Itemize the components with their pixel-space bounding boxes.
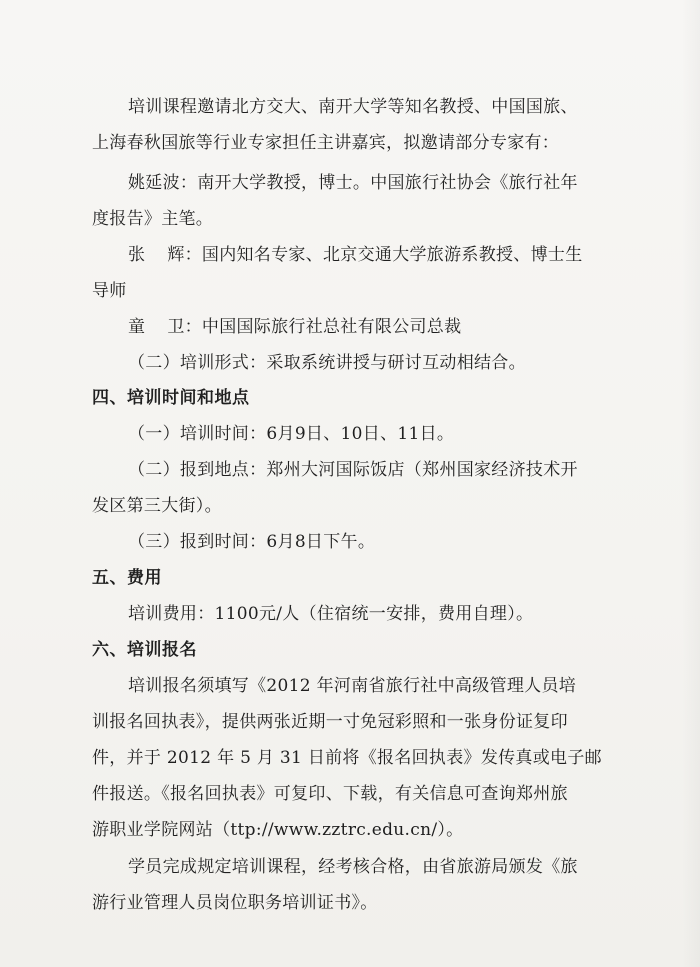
- expert-detail: 卫：中国国际旅行社总社有限公司总裁: [167, 317, 462, 337]
- section-heading: 五、费用: [92, 568, 162, 588]
- closing-line: 学员完成规定培训课程，经考核合格，由省旅游局颁发《旅: [128, 857, 578, 877]
- place-line: （二）报到地点：郑州大河国际饭店（郑州国家经济技术开: [128, 460, 578, 480]
- registration-line: 件，并于 2012 年 5 月 31 日前将《报名回执表》发传真或电子邮: [92, 748, 602, 768]
- section-heading: 四、培训时间和地点: [92, 388, 250, 408]
- expert-line: [128, 316, 461, 338]
- time-line: （一）培训时间：6月9日、10日、11日。: [128, 424, 455, 444]
- registration-line: 培训报名须填写《2012 年河南省旅行社中高级管理人员培: [128, 676, 577, 696]
- expert-line: 度报告》主笔。: [92, 209, 214, 229]
- expert-line: [128, 244, 583, 266]
- scan-edge: [682, 0, 700, 967]
- expert-name-char: 童: [128, 317, 146, 337]
- expert-line: 导师: [92, 281, 127, 301]
- paragraph-line: 培训课程邀请北方交大、南开大学等知名教授、中国国旅、: [128, 97, 578, 117]
- registration-line: 训报名回执表》，提供两张近期一寸免冠彩照和一张身份证复印: [92, 712, 568, 732]
- expert-detail: 辉：国内知名专家、北京交通大学旅游系教授、博士生: [167, 245, 583, 265]
- section-heading: 六、培训报名: [92, 640, 197, 660]
- format-line: （二）培训形式：采取系统讲授与研讨互动相结合。: [128, 353, 526, 373]
- closing-line: 游行业管理人员岗位职务培训证书》。: [92, 893, 378, 913]
- registration-line: 游职业学院网站（ttp://www.zztrc.edu.cn/）。: [92, 820, 464, 840]
- fee-line: 培训费用：1100元/人（住宿统一安排，费用自理）。: [128, 604, 534, 624]
- expert-name-char: 张: [128, 245, 146, 265]
- registration-line: 件报送。《报名回执表》可复印、下载，有关信息可查询郑州旅: [92, 784, 568, 804]
- report-time-line: （三）报到时间：6月8日下午。: [128, 532, 376, 552]
- expert-line: 姚延波：南开大学教授，博士。中国旅行社协会《旅行社年: [128, 173, 578, 193]
- place-line: 发区第三大街）。: [92, 496, 222, 516]
- paragraph-line: 上海春秋国旅等行业专家担任主讲嘉宾，拟邀请部分专家有：: [92, 133, 560, 153]
